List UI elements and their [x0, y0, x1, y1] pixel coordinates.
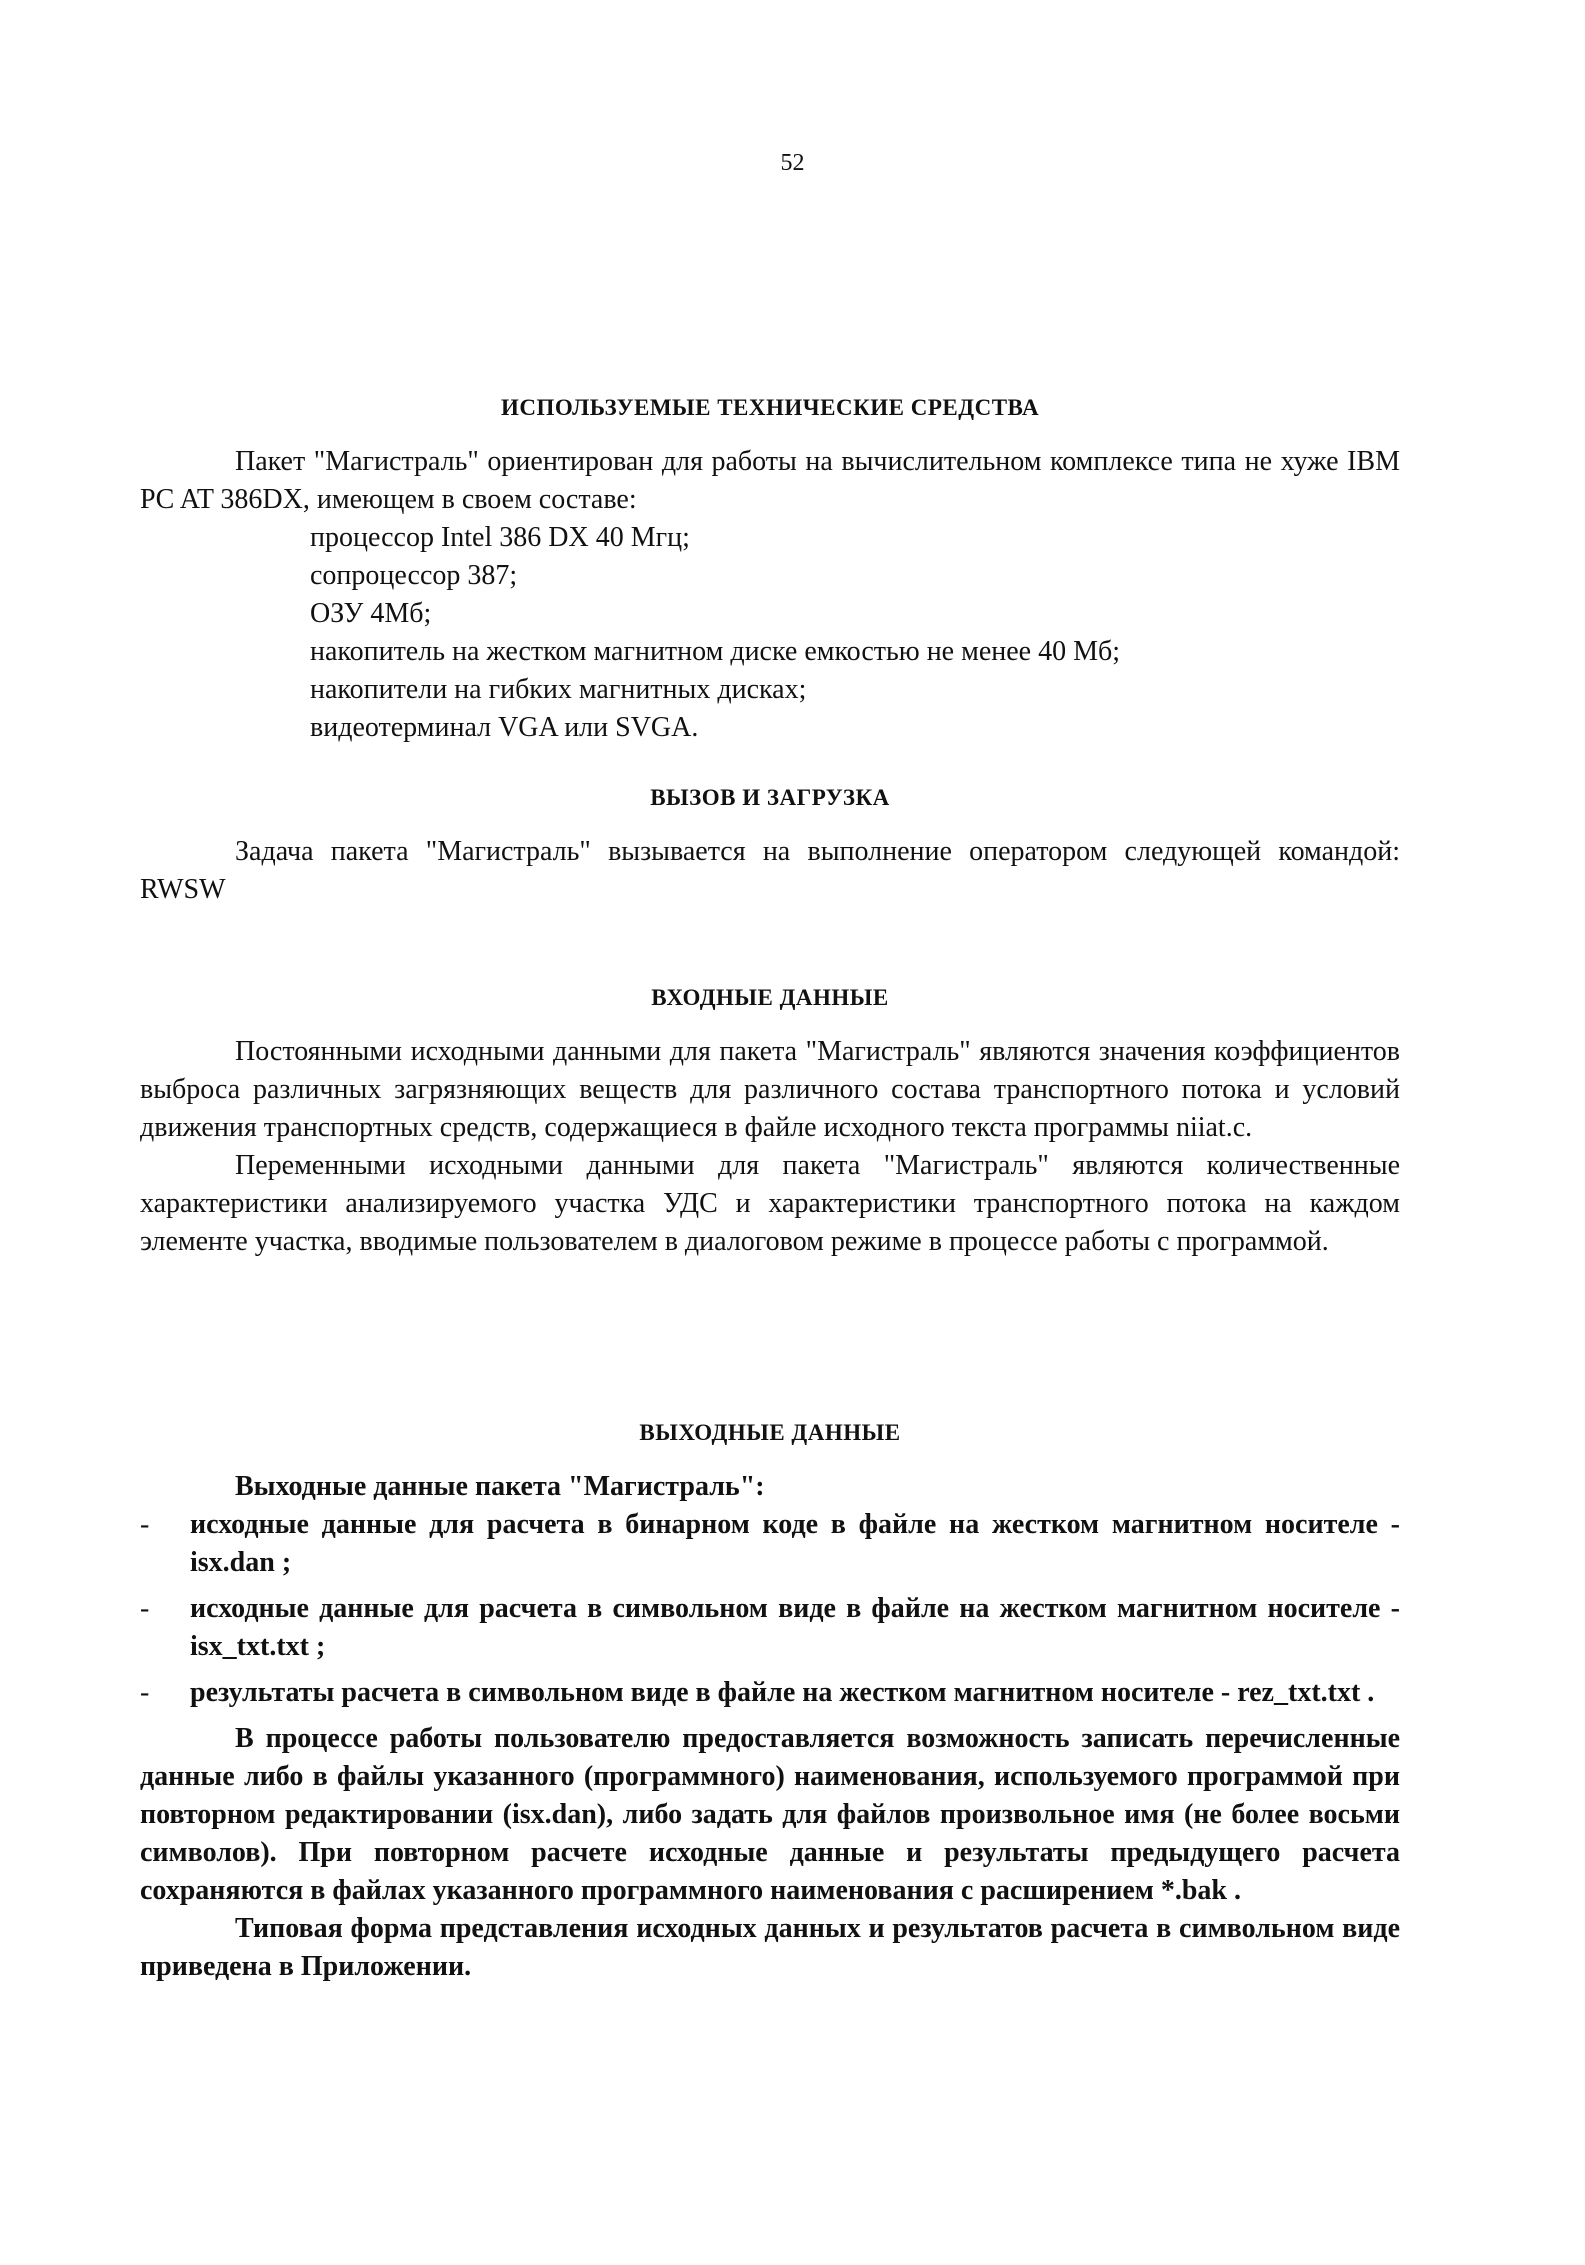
- hardware-item: накопители на гибких магнитных дисках;: [310, 674, 807, 705]
- section-hardware: [140, 395, 1400, 747]
- input-paragraph-variable: Переменными исходными данными для пакета "Магистраль" являются количественные характеристики анализируемого участка УДС и характеристики транспортного потока на каждом элементе участка, вводимые пользователем в диалоговом режиме в процессе работы с программой.: [140, 1150, 1400, 1257]
- hardware-intro: Пакет "Магистраль" ориентирован для работы на вычислительном комплексе типа не хуже IBM PC AT 386DX, имеющем в своем составе:: [140, 446, 1400, 515]
- section-launch: [140, 785, 1400, 909]
- section-heading-launch: ВЫЗОВ И ЗАГРУЗКА: [650, 785, 890, 810]
- launch-text: Задача пакета "Магистраль" вызывается на выполнение оператором следующей командой: RWSW: [140, 836, 1400, 905]
- output-intro: Выходные данные пакета "Магистраль":: [235, 1471, 765, 1502]
- output-list: [140, 1506, 1400, 1712]
- section-input: [140, 985, 1400, 1261]
- section-heading-input: ВХОДНЫЕ ДАННЫЕ: [651, 985, 889, 1010]
- output-item: - результаты расчета в символьном виде в файле на жестком магнитном носителе - rez_txt.txt .: [140, 1674, 1400, 1712]
- hardware-item: ОЗУ 4Мб;: [310, 598, 432, 629]
- hardware-item: процессор Intel 386 DX 40 Мгц;: [310, 522, 690, 553]
- section-heading-output: ВЫХОДНЫЕ ДАННЫЕ: [639, 1420, 901, 1445]
- page-number: 52: [780, 150, 805, 176]
- hardware-list: [140, 519, 1400, 747]
- input-paragraph-constant: Постоянными исходными данными для пакета "Магистраль" являются значения коэффициентов выброса различных загрязняющих веществ для различного состава транспортного потока и условий движения транспортных средств, содержащиеся в файле исходного текста программы niiat.c.: [140, 1036, 1400, 1143]
- section-output: [140, 1420, 1400, 1986]
- output-item: - исходные данные для расчета в символьном виде в файле на жестком магнитном носителе - isx_txt.txt ;: [140, 1590, 1400, 1666]
- dash-marker: -: [140, 1677, 150, 1708]
- output-paragraph-saving: В процессе работы пользователю предоставляется возможность записать перечисленные данные либо в файлы указанного (программного) наименования, используемого программой при повторном редактировании (isx.dan), либо задать для файлов произвольное имя (не более восьми символов). При повторном расчете исходные данные и результаты предыдущего расчета сохраняются в файлах указанного программного наименования с расширением *.bak .: [140, 1723, 1400, 1906]
- section-heading-hardware: ИСПОЛЬЗУЕМЫЕ ТЕХНИЧЕСКИЕ СРЕДСТВА: [500, 395, 1040, 420]
- dash-marker: -: [140, 1593, 150, 1624]
- output-item: - исходные данные для расчета в бинарном коде в файле на жестком магнитном носителе - isx.dan ;: [140, 1506, 1400, 1582]
- dash-marker: -: [140, 1509, 150, 1540]
- hardware-item: видеотерминал VGA или SVGA.: [310, 712, 699, 743]
- output-paragraph-appendix: Типовая форма представления исходных данных и результатов расчета в символьном виде приведена в Приложении.: [140, 1913, 1400, 1982]
- hardware-item: накопитель на жестком магнитном диске емкостью не менее 40 Мб;: [310, 636, 1121, 667]
- hardware-item: сопроцессор 387;: [310, 560, 518, 591]
